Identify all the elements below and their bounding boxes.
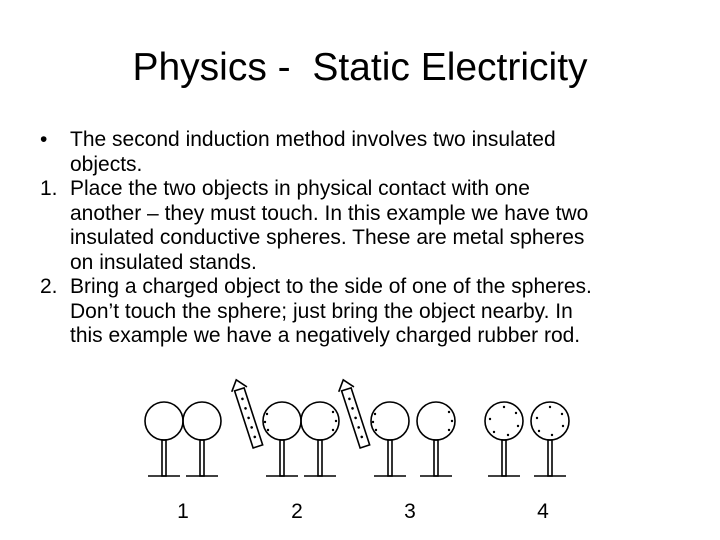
sphere [183,402,221,440]
insulated-stand [502,440,506,476]
sphere [263,402,301,440]
rubber-rod [336,377,373,449]
insulated-stand [200,440,204,476]
step-2-line [40,300,690,325]
induced-charges [372,411,453,431]
step-1-line [40,251,690,276]
rubber-rod [229,377,266,449]
step-label-4: 4 [537,500,549,523]
slide-title: Physics - Static Electricity [132,46,588,89]
step-1-text: on insulated stands. [70,250,257,274]
insulated-stand [280,440,284,476]
sphere [417,402,455,440]
insulated-stand [162,440,166,476]
distributed-charges [489,406,564,436]
step-2-marker: 2. [40,275,58,298]
step-1-marker: 1. [40,177,58,200]
sphere [371,402,409,440]
sphere [301,402,339,440]
step-1-line [40,226,690,251]
step-2-text: Don’t touch the sphere; just bring the object nearby. In [70,299,573,323]
step-1-text: insulated conductive spheres. These are metal spheres [70,226,585,249]
induction-diagram-svg [120,376,590,506]
panel-1-spheres [145,402,221,476]
step-2-line [40,275,690,300]
insulated-stand [318,440,322,476]
induction-diagram [120,376,590,536]
step-1-line [40,202,690,227]
bullet-marker: • [40,128,48,151]
panel-4-spheres [485,402,569,476]
sphere [145,402,183,440]
bullet-text: objects. [70,152,143,176]
slide-body [40,128,690,349]
step-1-line [40,177,690,202]
bullet-line [40,153,690,178]
step-1-text: another – they must touch. In this example we have two [70,201,589,225]
panel-2-spheres [229,377,339,476]
insulated-stand [548,440,552,476]
step-1-text: Place the two objects in physical contact with one [70,177,530,200]
step-label-2: 2 [291,500,303,523]
bullet-text: The second induction method involves two insulated [70,128,556,151]
panel-3-spheres [336,377,455,476]
step-2-text: Bring a charged object to the side of one of the spheres. [70,275,592,298]
insulated-stand [388,440,392,476]
insulated-stand [434,440,438,476]
step-label-1: 1 [177,500,189,523]
bullet-line [40,128,690,153]
step-2-text: this example we have a negatively charged rubber rod. [70,324,581,347]
step-2-line [40,324,690,349]
step-label-3: 3 [404,500,416,523]
